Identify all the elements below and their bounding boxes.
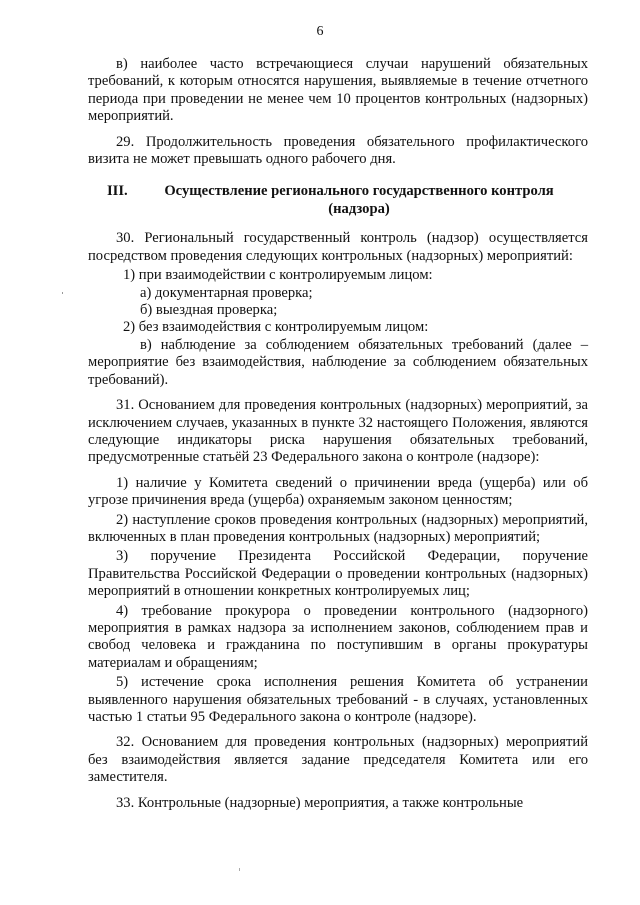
paragraph-31-item: 2) наступление сроков проведения контрольных (надзорных) мероприятий, включенных в план проведения контрольных (надзорных) мероприятий;: [88, 511, 588, 545]
paragraph-31-item: 1) наличие у Комитета сведений о причинении вреда (ущерба) или об угрозе причинения вреда (ущерба) охраняемым законом ценностям;: [88, 474, 588, 509]
paragraph-30-intro: 30. Региональный государственный контроль (надзор) осуществляется посредством проведения следующих контрольных (надзорных) мероприятий:: [88, 230, 588, 264]
paragraph-33: 33. Контрольные (надзорные) мероприятия, а также контрольные: [116, 794, 524, 811]
document-body: [88, 56, 588, 820]
paragraph-30-item-1: 1) при взаимодействии с контролируемым лицом:: [123, 267, 433, 284]
section-title: Осуществление регионального государственного контроля (надзора): [164, 183, 554, 218]
paragraph-31-item: 3) поручение Президента Российской Федерации, поручение Правительства Российской Федерации о проведении контрольных (надзорных) мероприятий в отношении конкретных контролируемых лиц;: [88, 548, 588, 600]
paragraph-30-item-2v: в) наблюдение за соблюдением обязательных требований (далее – мероприятие без взаимодействия, наблюдение за соблюдением обязательных требований).: [88, 336, 588, 388]
section-number: III.: [107, 183, 128, 200]
paragraph-28v: в) наиболее часто встречающиеся случаи нарушений обязательных требований, к которым относятся нарушения, выявляемые в течение отчетного периода при проведении не менее чем 10 процентов контрольных (надзорных) мероприятий.: [88, 56, 588, 125]
page-number: 6: [316, 24, 324, 39]
paragraph-31-item: 4) требование прокурора о проведении контрольного (надзорного) мероприятия в рамках надзора за исполнением законов, соблюдением прав и свобод человека и гражданина по поступившим в органы прокуратуры материалам и обращениям;: [88, 602, 588, 671]
paragraph-30-item-1a: а) документарная проверка;: [140, 284, 313, 301]
paragraph-31-item: 5) истечение срока исполнения решения Комитета об устранении выявленного нарушения обязательных требований - в случаях, установленных частью 1 статьи 95 Федерального закона о контроле (надзоре).: [88, 674, 588, 725]
section-heading: [88, 182, 588, 218]
paragraph-30-item-1b: б) выездная проверка;: [140, 302, 278, 319]
scan-mark: [239, 868, 240, 871]
paragraph-29: 29. Продолжительность проведения обязательного профилактического визита не может превышать одного рабочего дня.: [88, 133, 588, 168]
margin-mark: [62, 292, 63, 294]
paragraph-30-item-2: 2) без взаимодействия с контролируемым лицом:: [123, 319, 429, 336]
paragraph-32: 32. Основанием для проведения контрольных (надзорных) мероприятий без взаимодействия является задание председателя Комитета или его заместителя.: [88, 734, 588, 786]
paragraph-31-intro: 31. Основанием для проведения контрольных (надзорных) мероприятий, за исключением случаев, указанных в пункте 32 настоящего Положения, являются следующие индикаторы риска нарушения обязательных требований, предусмотренные статьёй 23 Федерального закона о контроле (надзоре):: [88, 397, 588, 466]
